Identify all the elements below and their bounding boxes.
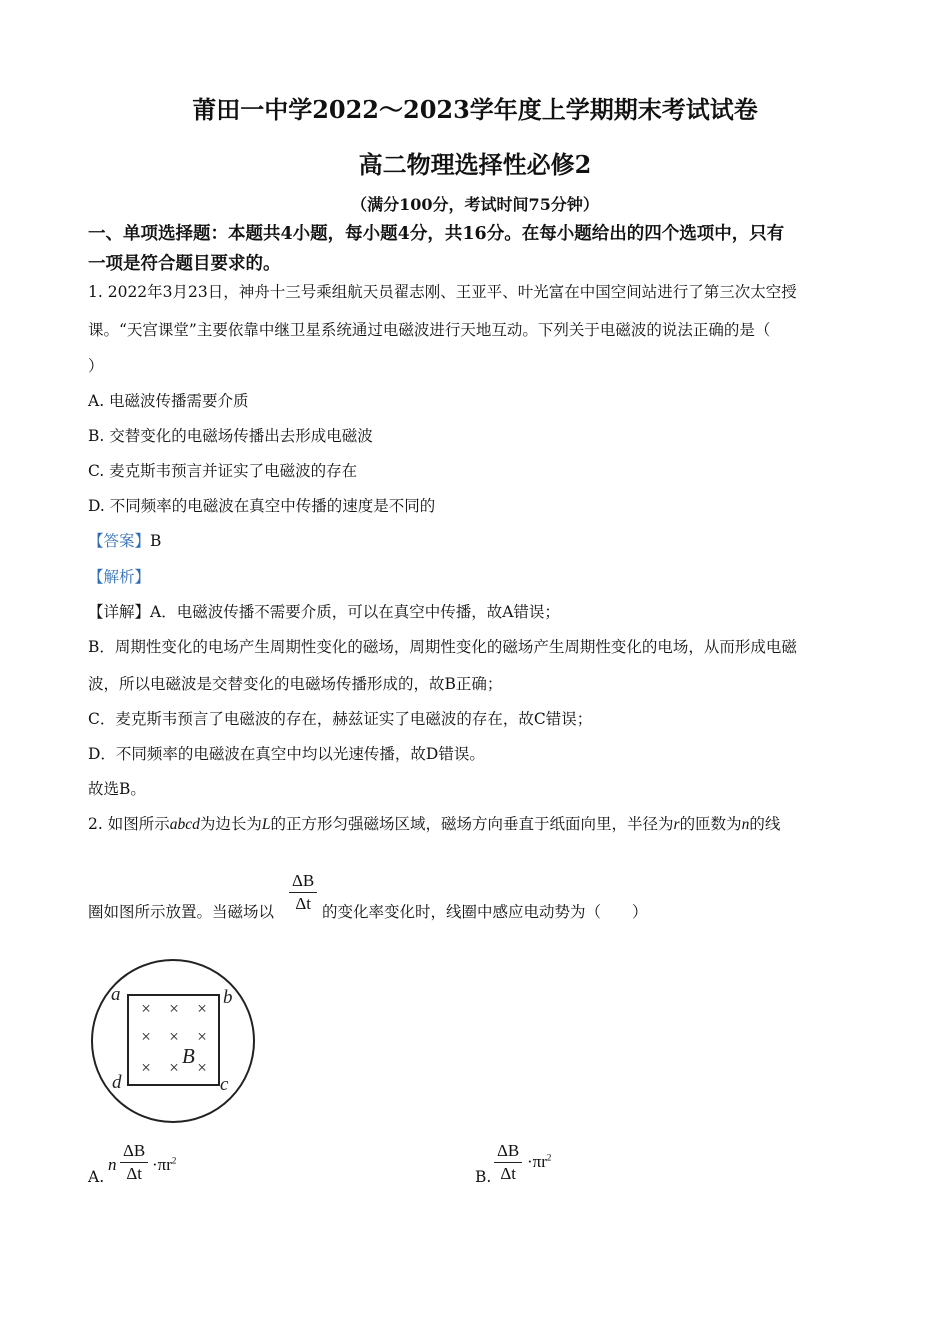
var-n: n bbox=[741, 816, 750, 833]
var-L: L bbox=[261, 816, 271, 833]
answer-value: B bbox=[150, 532, 162, 550]
q1-detail-3: 波，所以电磁波是交替变化的电磁场传播形成的，故B正确； bbox=[88, 675, 503, 693]
q2-stem-line2-suffix: 的变化率变化时，线圈中感应电动势为（ ） bbox=[322, 903, 648, 921]
coil-field-figure bbox=[86, 955, 266, 1127]
field-cross: × bbox=[197, 1027, 207, 1046]
fraction-denominator: Δt bbox=[295, 894, 311, 913]
q1-conclusion: 故选B。 bbox=[88, 780, 146, 798]
corner-d-label: d bbox=[112, 1072, 122, 1093]
rate-fraction bbox=[289, 871, 317, 914]
field-cross: × bbox=[197, 999, 207, 1018]
exam-title: 莆田一中学2022～2023学年度上学期期末考试试卷 bbox=[192, 95, 758, 124]
answer-label: 【答案】 bbox=[88, 532, 151, 550]
field-label-B: B bbox=[182, 1044, 195, 1068]
section-heading-line2: 一项是符合题目要求的。 bbox=[88, 254, 281, 274]
q2-option-b-label: B. bbox=[475, 1168, 492, 1186]
field-cross: × bbox=[169, 999, 179, 1018]
q1-detail-4: C．麦克斯韦预言了电磁波的存在，赫兹证实了电磁波的存在，故C错误； bbox=[88, 710, 593, 728]
field-cross: × bbox=[197, 1058, 207, 1077]
q2-option-b-fraction: ΔB Δt bbox=[494, 1141, 522, 1184]
var-abcd: abcd bbox=[169, 816, 200, 833]
q1-option-d: D. 不同频率的电磁波在真空中传播的速度是不同的 bbox=[88, 497, 436, 515]
field-cross: × bbox=[141, 1058, 151, 1077]
field-cross: × bbox=[169, 1058, 179, 1077]
field-cross: × bbox=[169, 1027, 179, 1046]
q2-stem-line2-prefix: 圈如图所示放置。当磁场以 bbox=[88, 903, 275, 921]
q1-stem-line2: 课。“天宫课堂”主要依靠中继卫星系统通过电磁波进行天地互动。下列关于电磁波的说法正确的是（ bbox=[88, 321, 771, 339]
section-heading-line1: 一、单项选择题：本题共4小题，每小题4分，共16分。在每小题给出的四个选项中，只有 bbox=[88, 224, 785, 244]
q1-answer bbox=[88, 529, 161, 551]
q2-option-a-coef: n bbox=[108, 1155, 117, 1174]
q1-option-b: B. 交替变化的电磁场传播出去形成电磁波 bbox=[88, 427, 373, 445]
exam-meta: （满分100分，考试时间75分钟） bbox=[351, 195, 599, 214]
q1-detail-1: 【详解】A．电磁波传播不需要介质，可以在真空中传播，故A错误； bbox=[88, 603, 560, 621]
fraction-numerator: ΔB bbox=[292, 871, 315, 890]
q1-detail-2: B．周期性变化的电场产生周期性变化的磁场，周期性变化的磁场产生周期性变化的电场，从而形成电磁 bbox=[88, 638, 797, 656]
var-r: r bbox=[673, 816, 680, 833]
q2-option-a-expr: $\cdot\pi r^2$ bbox=[152, 1155, 177, 1174]
q1-stem-line1: 1. 2022年3月23日，神舟十三号乘组航天员翟志刚、王亚平、叶光富在中国空间站进行了第三次太空授 bbox=[88, 283, 797, 301]
q2-option-a-label: A. bbox=[88, 1168, 105, 1186]
q2-option-a-fraction: ΔB Δt bbox=[120, 1141, 148, 1184]
corner-c-label: c bbox=[220, 1074, 229, 1095]
q1-option-a: A. 电磁波传播需要介质 bbox=[88, 392, 249, 410]
q2-stem-line1: 2. 如图所示abcd为边长为L的正方形匀强磁场区域，磁场方向垂直于纸面向里，半径为r的匝数为n的线 bbox=[88, 815, 781, 833]
q1-analysis-label: 【解析】 bbox=[88, 568, 151, 586]
q2-option-b-expr: $\cdot\pi r^2$ bbox=[527, 1152, 552, 1171]
corner-b-label: b bbox=[223, 987, 233, 1008]
corner-a-label: a bbox=[111, 984, 121, 1005]
q1-detail-5: D．不同频率的电磁波在真空中均以光速传播，故D错误。 bbox=[88, 745, 485, 763]
field-cross: × bbox=[141, 999, 151, 1018]
exam-subtitle: 高二物理选择性必修2 bbox=[358, 150, 592, 179]
field-cross: × bbox=[141, 1027, 151, 1046]
q1-stem-line3: ） bbox=[88, 357, 104, 375]
q1-option-c: C. 麦克斯韦预言并证实了电磁波的存在 bbox=[88, 462, 358, 480]
